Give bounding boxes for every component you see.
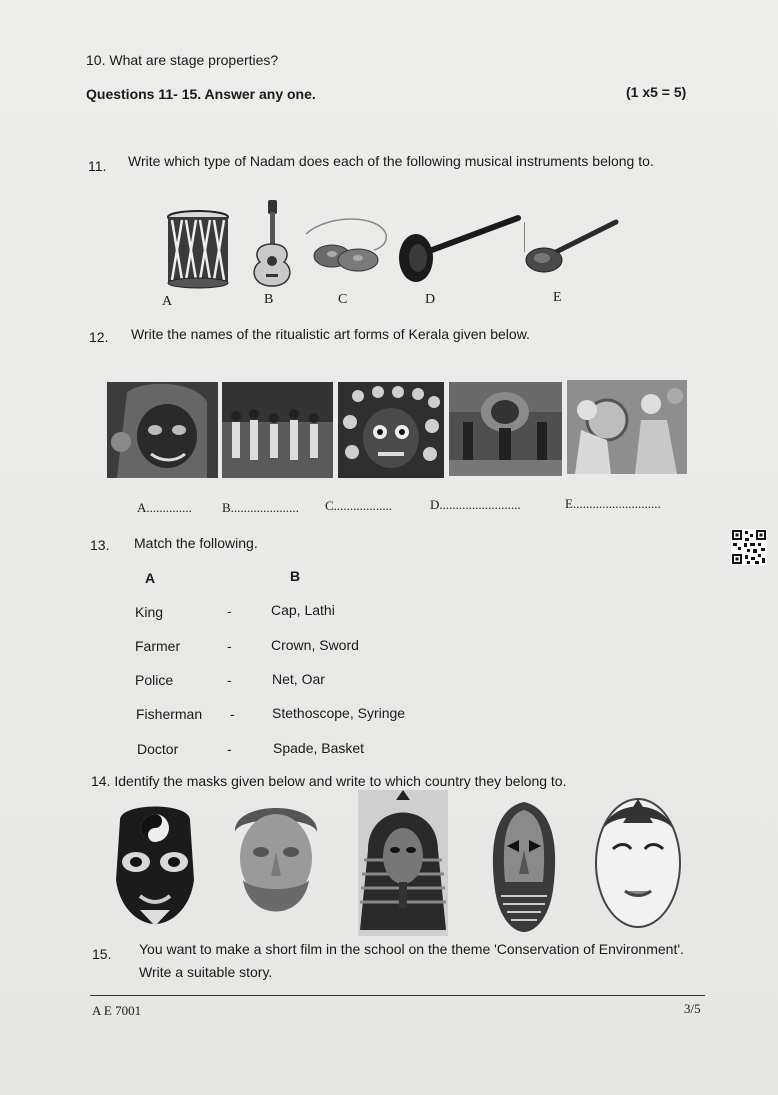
art-form-photo-e (567, 380, 687, 474)
question-11-number: 11. (88, 158, 107, 174)
answer-blank-d[interactable]: D......................... (430, 497, 521, 512)
footer-rule (90, 995, 705, 996)
cymbals-icon (298, 214, 392, 276)
question-13-number: 13. (90, 537, 110, 553)
match-column-a-header: A (145, 570, 156, 586)
answer-blank-e[interactable]: E........................... (565, 496, 661, 511)
instrument-label-b: B (264, 292, 274, 307)
instrument-label-c: C (338, 292, 348, 307)
match-row-dash: - (227, 638, 232, 654)
question-15-number: 15. (92, 946, 112, 962)
match-row-a: Police (135, 672, 174, 688)
match-row-a: Farmer (135, 638, 181, 654)
qr-code-icon (731, 529, 767, 565)
question-15-line-2: Write a suitable story. (139, 964, 273, 980)
section-title: Questions 11- 15. Answer any one. (86, 86, 316, 102)
answer-blank-b[interactable]: B..................... (222, 500, 299, 515)
question-14: 14. Identify the masks given below and write to which country they belong to. (91, 773, 567, 789)
mask-photo-egyptian (358, 790, 448, 936)
match-row-a: King (135, 604, 164, 620)
footer-page-number: 3/5 (684, 1001, 701, 1016)
match-row-b: Crown, Sword (271, 637, 359, 653)
instrument-label-a: A (162, 294, 173, 309)
question-12-text: Write the names of the ritualistic art forms of Kerala given below. (131, 326, 530, 342)
mask-photo-chinese-opera (110, 800, 200, 928)
instrument-label-e: E (553, 290, 562, 305)
match-row-b: Spade, Basket (273, 740, 365, 756)
mask-photo-african (489, 800, 559, 934)
art-form-photo-b (222, 382, 333, 478)
nadaswaram-icon (396, 214, 526, 284)
answer-blank-a[interactable]: A.............. (137, 500, 192, 515)
question-11-text: Write which type of Nadam does each of the following musical instruments belong to. (128, 153, 654, 169)
match-row-dash: - (227, 741, 232, 757)
match-row-dash: - (227, 603, 232, 619)
drum-icon (166, 210, 230, 290)
match-column-b-header: B (290, 568, 301, 584)
question-12-number: 12. (89, 329, 109, 345)
match-row-b: Cap, Lathi (271, 602, 335, 618)
question-10: 10. What are stage properties? (86, 52, 279, 68)
match-row-dash: - (230, 706, 235, 722)
answer-blank-c[interactable]: C.................. (325, 498, 393, 513)
art-form-photo-a (107, 382, 218, 478)
question-15-line-1: You want to make a short film in the school on the theme 'Conservation of Environment'. (139, 941, 684, 957)
match-row-a: Fisherman (136, 706, 203, 722)
veena-icon (524, 216, 620, 274)
match-row-b: Net, Oar (272, 671, 325, 687)
footer-code: A E 7001 (92, 1003, 142, 1018)
instrument-label-d: D (425, 292, 436, 307)
question-13-text: Match the following. (134, 535, 258, 551)
guitar-icon (246, 198, 298, 290)
section-marks: (1 x5 = 5) (626, 84, 687, 100)
match-row-a: Doctor (137, 741, 179, 757)
mask-photo-japanese-noh (593, 793, 683, 929)
mask-photo-greek (229, 796, 323, 924)
art-form-photo-c (338, 382, 444, 478)
match-row-dash: - (227, 672, 232, 688)
art-form-photo-d (449, 382, 562, 476)
match-row-b: Stethoscope, Syringe (272, 705, 406, 721)
